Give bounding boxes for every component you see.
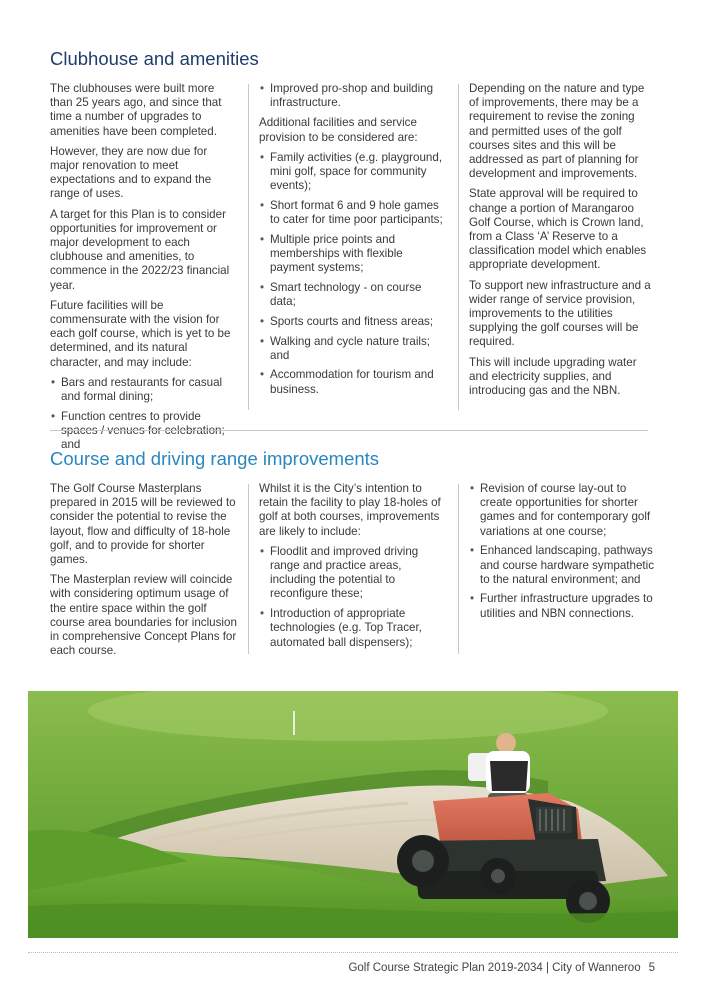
paragraph: The Golf Course Masterplans prepared in 2015 will be reviewed to consider the potential to revise the layout, flow and difficulty of 18-hole golf, and to provide for shorter games. — [50, 482, 236, 567]
list-item: • Smart technology - on course data; — [259, 281, 446, 309]
paragraph: To support new infrastructure and a wider range of service provision, improvements to the utilities supplying the golf courses will be required. — [469, 278, 651, 349]
column-divider — [248, 484, 249, 654]
bullet-list — [469, 482, 656, 621]
paragraph: Future facilities will be commensurate with the vision for each golf course, which is yet to be determined, and its natural character, and may include: — [50, 298, 231, 369]
list-item: • Revision of course lay-out to create opportunities for shorter games and for contemporary golf variations at one course; — [469, 482, 656, 539]
clubhouse-column-1 — [50, 82, 237, 458]
page-footer — [348, 962, 655, 974]
list-item: • Further infrastructure upgrades to utilities and NBN connections. — [469, 592, 656, 620]
paragraph: Depending on the nature and type of improvements, there may be a requirement to revise the zoning and permitted uses of the golf courses sites and this will be addressed as part of planning for development and improvements. — [469, 82, 645, 181]
section-divider — [50, 430, 648, 431]
list-item: • Family activities (e.g. playground, mini golf, space for community events); — [259, 151, 446, 194]
list-item: • Introduction of appropriate technologies (e.g. Top Tracer, automated ball dispensers); — [259, 607, 446, 650]
list-item: • Floodlit and improved driving range and practice areas, including the potential to reconfigure these; — [259, 545, 446, 602]
list-item: • Short format 6 and 9 hole games to cater for time poor participants; — [259, 199, 446, 227]
column-divider — [458, 84, 459, 410]
list-item: • Bars and restaurants for casual and formal dining; — [50, 376, 237, 404]
list-item: • Improved pro-shop and building infrastructure. — [259, 82, 446, 110]
paragraph: State approval will be required to change a portion of Marangaroo Golf Course, which is Crown land, from a Class ‘A’ Reserve to a classification model which enables appropriate development. — [469, 187, 647, 272]
list-item: • Sports courts and fitness areas; — [259, 315, 446, 329]
list-item: • Accommodation for tourism and business. — [259, 368, 446, 396]
footer-divider — [28, 952, 678, 953]
page-number: 5 — [648, 962, 655, 974]
footer-title: Golf Course Strategic Plan 2019-2034 | City of Wanneroo — [348, 962, 641, 974]
paragraph: A target for this Plan is to consider opportunities for improvement or major development to each clubhouse and amenities, to commence in the 2022/23 financial year. — [50, 207, 230, 292]
list-item: • Walking and cycle nature trails; and — [259, 335, 446, 363]
paragraph: However, they are now due for major renovation to meet expectations and to expand the range of uses. — [50, 144, 212, 201]
section-heading-clubhouse: Clubhouse and amenities — [50, 48, 259, 69]
mower-photo — [28, 691, 678, 938]
paragraph: Additional facilities and service provision to be considered are: — [259, 116, 418, 144]
clubhouse-column-2 — [259, 82, 446, 403]
clubhouse-column-3 — [469, 82, 656, 404]
paragraph: The clubhouses were built more than 25 years ago, and since that time a number of upgrades to amenities have been completed. — [50, 82, 222, 138]
course-column-3 — [469, 482, 656, 627]
bullet-list — [259, 545, 446, 650]
bullet-list — [259, 82, 446, 110]
section-heading-course: Course and driving range improvements — [50, 448, 380, 469]
list-item: • Enhanced landscaping, pathways and course hardware sympathetic to the natural environment; and — [469, 544, 656, 587]
bullet-list — [50, 376, 237, 453]
paragraph: The Masterplan review will coincide with considering optimum usage of the entire space within the golf course area boundaries for inclusion in comprehensive Concept Plans for each course. — [50, 573, 237, 658]
paragraph: Whilst it is the City’s intention to retain the facility to play 18-holes of golf at both courses, improvements are likely to include: — [259, 482, 441, 538]
list-item: • Multiple price points and memberships with flexible payment systems; — [259, 233, 446, 276]
course-column-1 — [50, 482, 237, 664]
bullet-list — [259, 151, 446, 397]
course-column-2 — [259, 482, 446, 656]
paragraph: This will include upgrading water and electricity supplies, and introducing gas and the NBN. — [469, 355, 637, 398]
column-divider — [458, 484, 459, 654]
list-item: • Function centres to provide spaces / venues for celebration; and — [50, 410, 237, 453]
column-divider — [248, 84, 249, 410]
